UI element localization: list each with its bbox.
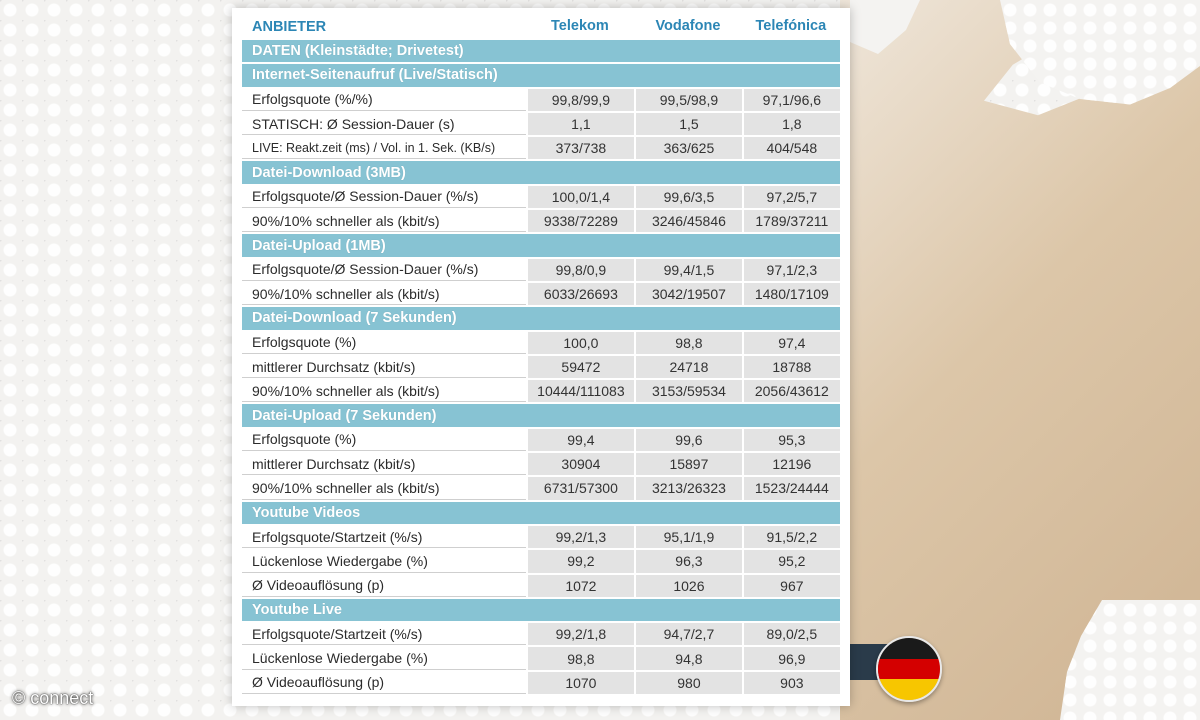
row-label: Ø Videoauflösung (p) — [242, 575, 526, 597]
row-label: 90%/10% schneller als (kbit/s) — [242, 283, 526, 305]
value-cell-telekom: 99,4 — [526, 429, 635, 451]
value-cell-telefonica: 96,9 — [742, 647, 840, 669]
value-cell-telefonica: 97,4 — [742, 332, 840, 354]
section-title: Datei-Upload (1MB) — [242, 234, 840, 256]
section-header-row — [242, 161, 840, 183]
value-cell-vodafone: 1,5 — [634, 113, 742, 135]
table-row — [242, 113, 840, 135]
section-header-row — [242, 502, 840, 524]
value-cell-vodafone: 94,7/2,7 — [634, 623, 742, 645]
section-title: Datei-Upload (7 Sekunden) — [242, 404, 840, 426]
value-cell-telekom: 100,0 — [526, 332, 635, 354]
copyright-notice: © connect — [12, 688, 94, 708]
value-cell-vodafone: 94,8 — [634, 647, 742, 669]
section-title: Youtube Live — [242, 599, 840, 621]
value-cell-telefonica: 1789/37211 — [742, 210, 840, 232]
table-row — [242, 672, 840, 694]
table-row — [242, 429, 840, 451]
row-label: Lückenlose Wiedergabe (%) — [242, 647, 526, 669]
row-label: Erfolgsquote (%) — [242, 332, 526, 354]
section-title: Internet-Seitenaufruf (Live/Statisch) — [242, 64, 840, 86]
value-cell-telefonica: 97,2/5,7 — [742, 186, 840, 208]
value-cell-telekom: 59472 — [526, 356, 635, 378]
value-cell-telefonica: 1,8 — [742, 113, 840, 135]
row-label: mittlerer Durchsatz (kbit/s) — [242, 356, 526, 378]
row-label: STATISCH: Ø Session-Dauer (s) — [242, 113, 526, 135]
value-cell-telefonica: 903 — [742, 672, 840, 694]
value-cell-telefonica: 1480/17109 — [742, 283, 840, 305]
section-header-row — [242, 307, 840, 329]
value-cell-vodafone: 95,1/1,9 — [634, 526, 742, 548]
value-cell-telekom: 99,2/1,3 — [526, 526, 635, 548]
row-label: Erfolgsquote/Startzeit (%/s) — [242, 623, 526, 645]
value-cell-telefonica: 91,5/2,2 — [742, 526, 840, 548]
section-header-row — [242, 404, 840, 426]
value-cell-vodafone: 363/625 — [634, 137, 742, 159]
value-cell-vodafone: 99,4/1,5 — [634, 259, 742, 281]
value-cell-telekom: 99,8/0,9 — [526, 259, 635, 281]
table-row — [242, 186, 840, 208]
row-label: Erfolgsquote/Ø Session-Dauer (%/s) — [242, 259, 526, 281]
table-body — [242, 40, 840, 694]
value-cell-telefonica: 1523/24444 — [742, 477, 840, 499]
value-cell-vodafone: 24718 — [634, 356, 742, 378]
value-cell-vodafone: 1026 — [634, 575, 742, 597]
row-label: Erfolgsquote (%/%) — [242, 89, 526, 111]
table-row — [242, 453, 840, 475]
value-cell-telefonica: 97,1/2,3 — [742, 259, 840, 281]
value-cell-vodafone: 99,5/98,9 — [634, 89, 742, 111]
value-cell-telekom: 99,2/1,8 — [526, 623, 635, 645]
row-label: Ø Videoauflösung (p) — [242, 672, 526, 694]
table-row — [242, 623, 840, 645]
table-row — [242, 137, 840, 159]
table-row — [242, 647, 840, 669]
section-title: Datei-Download (7 Sekunden) — [242, 307, 840, 329]
table-row — [242, 332, 840, 354]
table-row — [242, 477, 840, 499]
value-cell-vodafone: 15897 — [634, 453, 742, 475]
value-cell-vodafone: 3042/19507 — [634, 283, 742, 305]
value-cell-telekom: 99,2 — [526, 550, 635, 572]
section-header-row — [242, 599, 840, 621]
table-row — [242, 575, 840, 597]
value-cell-telekom: 373/738 — [526, 137, 635, 159]
section-header-row — [242, 40, 840, 62]
value-cell-telekom: 30904 — [526, 453, 635, 475]
germany-flag-icon — [876, 636, 942, 702]
value-cell-telefonica: 404/548 — [742, 137, 840, 159]
value-cell-vodafone: 98,8 — [634, 332, 742, 354]
row-label: mittlerer Durchsatz (kbit/s) — [242, 453, 526, 475]
value-cell-telekom: 6033/26693 — [526, 283, 635, 305]
table-row — [242, 89, 840, 111]
row-label: 90%/10% schneller als (kbit/s) — [242, 380, 526, 402]
table-row — [242, 210, 840, 232]
value-cell-telefonica: 97,1/96,6 — [742, 89, 840, 111]
section-title: Datei-Download (3MB) — [242, 161, 840, 183]
value-cell-telefonica: 18788 — [742, 356, 840, 378]
value-cell-telefonica: 12196 — [742, 453, 840, 475]
section-header-row — [242, 64, 840, 86]
table-row — [242, 526, 840, 548]
value-cell-vodafone: 3153/59534 — [634, 380, 742, 402]
value-cell-telefonica: 95,3 — [742, 429, 840, 451]
row-label: Erfolgsquote (%) — [242, 429, 526, 451]
value-cell-vodafone: 3213/26323 — [634, 477, 742, 499]
section-title: Youtube Videos — [242, 502, 840, 524]
value-cell-telekom: 99,8/99,9 — [526, 89, 635, 111]
row-label: 90%/10% schneller als (kbit/s) — [242, 477, 526, 499]
table-row — [242, 550, 840, 572]
value-cell-telefonica: 95,2 — [742, 550, 840, 572]
value-cell-telekom: 98,8 — [526, 647, 635, 669]
value-cell-telekom: 1072 — [526, 575, 635, 597]
value-cell-telekom: 100,0/1,4 — [526, 186, 635, 208]
column-header-telefonica: Telefónica — [755, 18, 827, 34]
row-label: Erfolgsquote/Startzeit (%/s) — [242, 526, 526, 548]
table-row — [242, 380, 840, 402]
column-header-vodafone: Vodafone — [655, 18, 721, 34]
value-cell-telefonica: 2056/43612 — [742, 380, 840, 402]
value-cell-telekom: 1070 — [526, 672, 635, 694]
results-table — [242, 12, 840, 696]
section-header-row — [242, 234, 840, 256]
value-cell-telefonica: 967 — [742, 575, 840, 597]
value-cell-telekom: 9338/72289 — [526, 210, 635, 232]
results-table-card — [232, 8, 850, 706]
row-label: LIVE: Reakt.zeit (ms) / Vol. in 1. Sek. (KB/s) — [242, 137, 526, 159]
row-label: Erfolgsquote/Ø Session-Dauer (%/s) — [242, 186, 526, 208]
table-row — [242, 259, 840, 281]
column-header-provider: ANBIETER — [252, 19, 327, 35]
value-cell-vodafone: 3246/45846 — [634, 210, 742, 232]
value-cell-telekom: 6731/57300 — [526, 477, 635, 499]
row-label: Lückenlose Wiedergabe (%) — [242, 550, 526, 572]
value-cell-telefonica: 89,0/2,5 — [742, 623, 840, 645]
value-cell-telekom: 10444/111083 — [526, 380, 635, 402]
value-cell-vodafone: 980 — [634, 672, 742, 694]
table-row — [242, 283, 840, 305]
column-header-telekom: Telekom — [551, 18, 609, 34]
value-cell-vodafone: 99,6 — [634, 429, 742, 451]
value-cell-vodafone: 99,6/3,5 — [634, 186, 742, 208]
row-label: 90%/10% schneller als (kbit/s) — [242, 210, 526, 232]
value-cell-vodafone: 96,3 — [634, 550, 742, 572]
table-row — [242, 356, 840, 378]
table-header-row — [242, 14, 840, 38]
value-cell-telekom: 1,1 — [526, 113, 635, 135]
section-title: DATEN (Kleinstädte; Drivetest) — [242, 40, 840, 62]
